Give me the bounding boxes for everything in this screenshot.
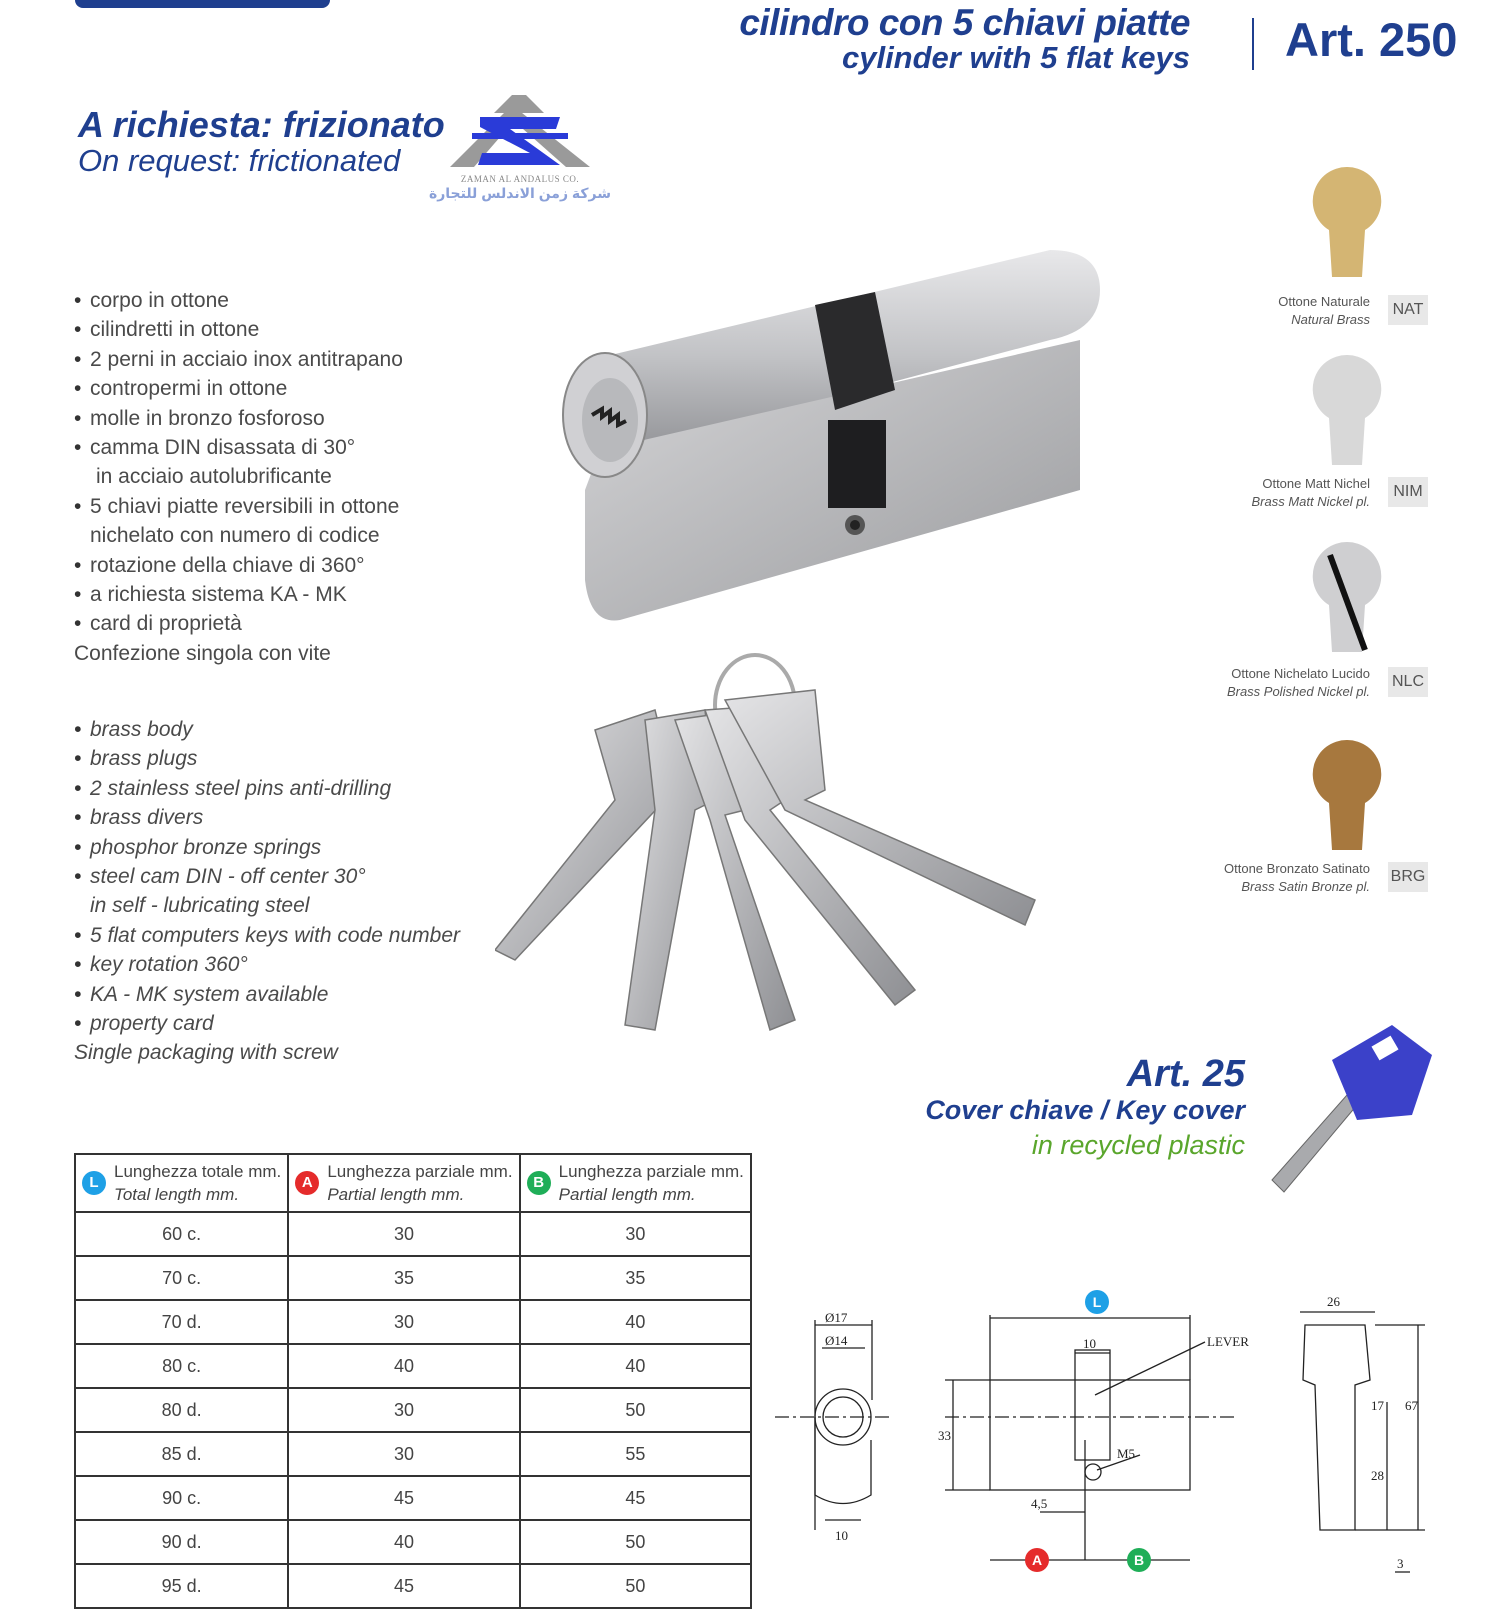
finish-code-badge: NIM xyxy=(1388,477,1428,507)
finish-code-badge: NLC xyxy=(1388,667,1428,697)
list-item: • a richiesta sistema KA - MK xyxy=(74,580,494,609)
table-cell: 95 d. xyxy=(75,1564,288,1608)
list-item: • property card xyxy=(74,1009,534,1038)
list-item: • cilindretti in ottone xyxy=(74,315,494,344)
table-cell: 30 xyxy=(520,1212,751,1256)
dim-key-67: 67 xyxy=(1405,1398,1418,1413)
dim-4-5: 4,5 xyxy=(1031,1496,1048,1511)
art25-material: in recycled plastic xyxy=(1031,1130,1245,1160)
dimensions-table xyxy=(74,1153,752,1609)
request-title-it: A richiesta: frizionato xyxy=(78,104,445,145)
key-cover-icon xyxy=(1262,1020,1442,1200)
list-item: • brass body xyxy=(74,715,534,744)
header-it: Lunghezza totale mm. xyxy=(114,1162,282,1181)
table-cell: 50 xyxy=(520,1520,751,1564)
list-item: • corpo in ottone xyxy=(74,286,494,315)
table-cell: 45 xyxy=(520,1476,751,1520)
table-header-cell xyxy=(288,1154,519,1212)
header-en: Partial length mm. xyxy=(558,1185,696,1204)
table-cell: 40 xyxy=(520,1300,751,1344)
list-item: • card di proprietà xyxy=(74,609,494,638)
watermark-logo xyxy=(420,95,620,207)
keys-icon xyxy=(495,650,1055,1050)
finishes-panel xyxy=(1224,165,1435,925)
table-cell: 90 c. xyxy=(75,1476,288,1520)
table-cell: 35 xyxy=(520,1256,751,1300)
table-cell: 80 c. xyxy=(75,1344,288,1388)
watermark-name-en: ZAMAN AL ANDALUS CO. xyxy=(460,174,580,184)
product-title-en: cylinder with 5 flat keys xyxy=(841,40,1190,75)
table-cell: 60 c. xyxy=(75,1212,288,1256)
finish-label-it: Ottone Nichelato Lucido xyxy=(1231,666,1370,681)
product-title-it: cilindro con 5 chiavi piatte xyxy=(739,2,1190,43)
dim-side-width: 10 xyxy=(835,1528,848,1543)
finish-label-it: Ottone Matt Nichel xyxy=(1262,476,1370,491)
list-item: • camma DIN disassata di 30° xyxy=(74,433,494,462)
art25-subtitle: Cover chiave / Key cover xyxy=(925,1095,1245,1125)
finish-label-en: Brass Polished Nickel pl. xyxy=(1226,684,1370,699)
finish-swatch-nlc xyxy=(1310,540,1385,655)
dim-key-3: 3 xyxy=(1397,1556,1404,1571)
table-cell: 35 xyxy=(288,1256,519,1300)
table-row xyxy=(75,1564,751,1608)
dim-lever-width: 10 xyxy=(1083,1336,1096,1351)
badge-a: A xyxy=(1031,1552,1043,1568)
table-row xyxy=(75,1432,751,1476)
table-row xyxy=(75,1476,751,1520)
lever-label: LEVER xyxy=(1207,1334,1249,1349)
table-row xyxy=(75,1520,751,1564)
table-cell: 45 xyxy=(288,1476,519,1520)
request-title-en: On request: frictionated xyxy=(78,143,401,178)
list-item: • 5 chiavi piatte reversibili in ottone xyxy=(74,492,494,521)
art25-title: Art. 25 xyxy=(1126,1053,1245,1095)
list-item: Single packaging with screw xyxy=(74,1041,338,1065)
list-item: • phosphor bronze springs xyxy=(74,833,534,862)
table-cell: 50 xyxy=(520,1564,751,1608)
list-item: • 2 stainless steel pins anti-drilling xyxy=(74,774,534,803)
list-item: • brass plugs xyxy=(74,744,534,773)
dim-key-17: 17 xyxy=(1371,1398,1384,1413)
finish-code-badge: BRG xyxy=(1388,862,1428,892)
header-en: Partial length mm. xyxy=(327,1185,465,1204)
dim-diameter-14: Ø14 xyxy=(825,1333,848,1348)
list-item: • 2 perni in acciaio inox antitrapano xyxy=(74,345,494,374)
table-cell: 70 d. xyxy=(75,1300,288,1344)
finish-swatch-nim xyxy=(1310,353,1385,468)
table-row xyxy=(75,1344,751,1388)
dim-diameter-17: Ø17 xyxy=(825,1310,848,1325)
header-en: Total length mm. xyxy=(114,1185,240,1204)
finish-label-en: Brass Matt Nickel pl. xyxy=(1251,494,1370,509)
table-cell: 40 xyxy=(288,1344,519,1388)
table-cell: 30 xyxy=(288,1388,519,1432)
finish-label-en: Brass Satin Bronze pl. xyxy=(1241,879,1370,894)
badge-l: L xyxy=(1092,1294,1102,1310)
table-cell: 70 c. xyxy=(75,1256,288,1300)
finish-swatch-nat xyxy=(1310,165,1385,280)
table-cell: 30 xyxy=(288,1212,519,1256)
technical-drawing xyxy=(775,1290,1475,1585)
table-header-cell xyxy=(75,1154,288,1212)
header-it: Lunghezza parziale mm. xyxy=(327,1162,513,1181)
table-row xyxy=(75,1300,751,1344)
table-cell: 45 xyxy=(288,1564,519,1608)
finish-label-it: Ottone Bronzato Satinato xyxy=(1224,861,1370,876)
finish-code-badge: NAT xyxy=(1388,295,1428,325)
list-item: Confezione singola con vite xyxy=(74,641,331,665)
list-item: • rotazione della chiave di 360° xyxy=(74,551,494,580)
list-item: • molle in bronzo fosforoso xyxy=(74,404,494,433)
cylinder-image xyxy=(560,250,1120,640)
table-cell: 85 d. xyxy=(75,1432,288,1476)
article-number: Art. 250 xyxy=(1285,13,1458,66)
table-cell: 55 xyxy=(520,1432,751,1476)
finish-label-it: Ottone Naturale xyxy=(1278,294,1370,309)
table-cell: 40 xyxy=(520,1344,751,1388)
finish-swatch-brg xyxy=(1310,738,1385,853)
key-cover-image xyxy=(1262,1020,1442,1200)
table-header-row xyxy=(75,1154,751,1212)
features-list-it xyxy=(74,286,494,668)
list-item: in acciaio autolubrificante xyxy=(96,465,332,489)
dim-key-28: 28 xyxy=(1371,1468,1384,1483)
table-header-cell xyxy=(520,1154,751,1212)
dim-m5: M5 xyxy=(1117,1446,1136,1461)
dim-height-33: 33 xyxy=(938,1428,951,1443)
table-row xyxy=(75,1388,751,1432)
table-cell: 50 xyxy=(520,1388,751,1432)
badge-l: L xyxy=(82,1171,106,1195)
list-item: • KA - MK system available xyxy=(74,980,534,1009)
badge-b: B xyxy=(527,1171,551,1195)
table-cell: 40 xyxy=(288,1520,519,1564)
header-it: Lunghezza parziale mm. xyxy=(558,1162,744,1181)
table-cell: 90 d. xyxy=(75,1520,288,1564)
table-row xyxy=(75,1256,751,1300)
table-cell: 30 xyxy=(288,1300,519,1344)
finish-label-en: Natural Brass xyxy=(1291,312,1370,327)
table-cell: 30 xyxy=(288,1432,519,1476)
list-item: • key rotation 360° xyxy=(74,950,534,979)
dim-key-width: 26 xyxy=(1327,1294,1340,1309)
table-cell: 80 d. xyxy=(75,1388,288,1432)
table-row xyxy=(75,1212,751,1256)
list-item: • brass divers xyxy=(74,803,534,832)
features-list-en xyxy=(74,715,534,1068)
keys-image xyxy=(495,650,1055,1050)
list-item: • 5 flat computers keys with code number xyxy=(74,921,534,950)
header-bar xyxy=(75,0,330,8)
header-separator xyxy=(1252,18,1254,70)
list-item: • steel cam DIN - off center 30° xyxy=(74,862,534,891)
list-item: in self - lubricating steel xyxy=(90,894,310,918)
list-item: • contropermi in ottone xyxy=(74,374,494,403)
watermark-name-ar: شركة زمن الاندلس للتجارة xyxy=(428,185,612,201)
badge-a: A xyxy=(295,1171,319,1195)
badge-b: B xyxy=(1133,1552,1145,1568)
cylinder-icon xyxy=(560,250,1120,640)
list-item: nichelato con numero di codice xyxy=(90,524,380,548)
